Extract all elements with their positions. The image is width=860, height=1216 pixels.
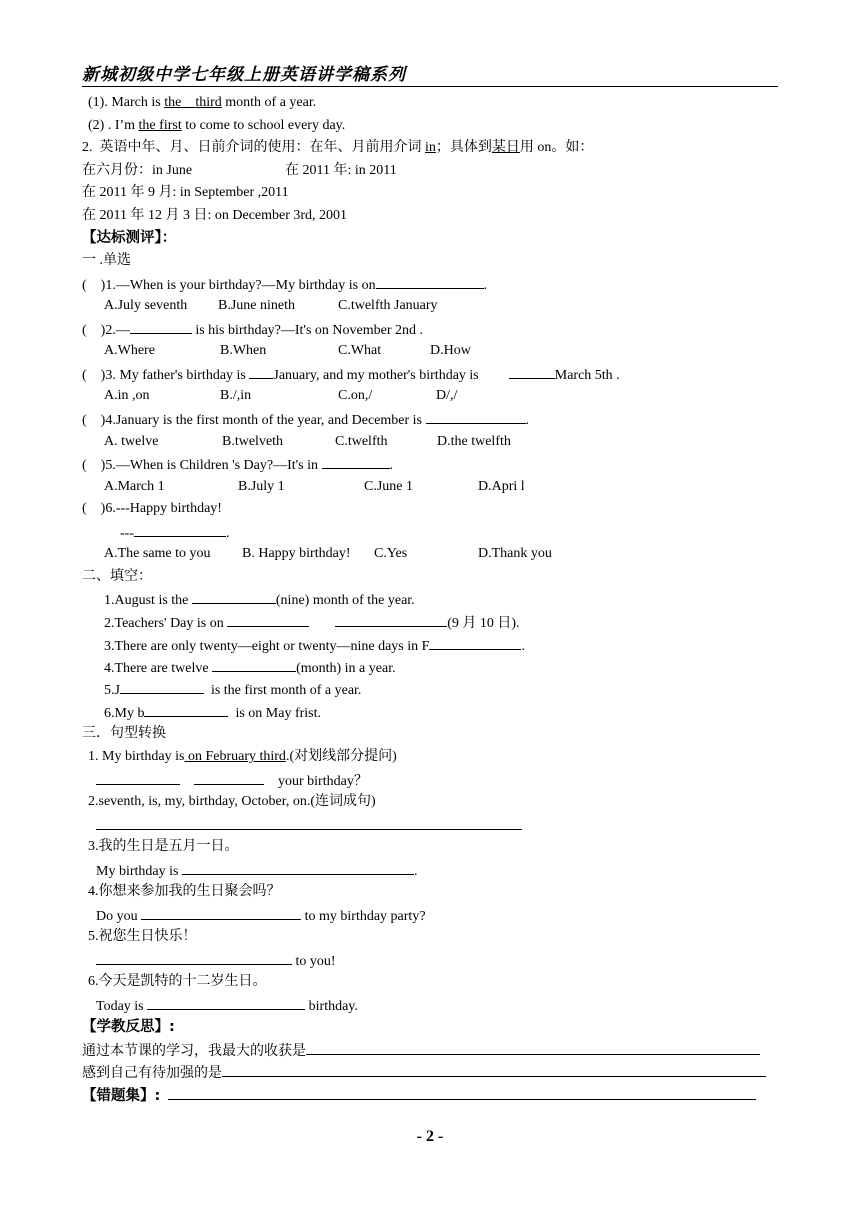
mc-q3-option-a: A.in ,on [104, 388, 150, 403]
preposition-rule: 2. 英语中年、月、日前介词的使用：在年、月前用介词 in；具体到某日用 on。如： [82, 140, 594, 155]
mc-q6-option-c: C.Yes [374, 546, 408, 561]
answer-blank[interactable] [168, 1086, 756, 1100]
mc-q5-option-c: C.June 1 [364, 479, 413, 494]
answer-blank[interactable] [134, 523, 226, 537]
answer-blank[interactable] [141, 906, 301, 920]
transform-q2-answer [96, 816, 522, 836]
mc-q5-option-a: A.March 1 [104, 479, 165, 494]
fill-q6: 6.My b is on May frist. [104, 703, 321, 723]
mc-q2-option-c: C.What [338, 343, 382, 358]
answer-blank[interactable] [130, 320, 192, 334]
mc-q5-option-d: D.Apri l [478, 479, 525, 494]
mc-q2: ( )2.— is his birthday?—It's on November 2nd . [82, 320, 423, 340]
transform-q2: 2.seventh, is, my, birthday, October, on.(连词成句) [88, 794, 376, 809]
transform-q5-chinese: 5.祝您生日快乐！ [88, 929, 197, 944]
mc-q1-option-a: A.July seventh [104, 298, 188, 313]
mc-q5: ( )5.—When is Children 's Day?—It's in . [82, 455, 393, 475]
answer-blank[interactable] [509, 365, 555, 379]
mc-q3-option-c: C.on,/ [338, 388, 373, 403]
transform-q5: to you! [96, 951, 336, 971]
transform-heading: 三．句型转换 [82, 726, 166, 741]
mc-q4: ( )4.January is the first month of the year, and December is . [82, 410, 529, 430]
mc-q1: ( )1.—When is your birthday?—My birthday is on . [82, 275, 487, 295]
answer-blank[interactable] [192, 590, 276, 604]
transform-q4: Do you to my birthday party? [96, 906, 426, 926]
fill-q3: 3.There are only twenty—eight or twenty—nine days in F . [104, 636, 525, 656]
answer-blank[interactable] [182, 861, 414, 875]
mc-q4-option-d: D.the twelfth [437, 434, 511, 449]
answer-blank[interactable] [212, 658, 296, 672]
mc-q4-option-b: B.twelveth [222, 434, 284, 449]
answer-blank[interactable] [227, 613, 309, 627]
fill-q1: 1.August is the (nine) month of the year. [104, 590, 415, 610]
mc-q6-option-a: A.The same to you [104, 546, 211, 561]
transform-q3: My birthday is . [96, 861, 417, 881]
errors-line: 【错题集】: [82, 1086, 756, 1105]
example-line-1: (1). March is the third month of a year. [88, 95, 317, 110]
answer-blank[interactable] [96, 816, 522, 830]
header-title: 新城初级中学七年级上册英语讲学稿系列 [82, 65, 406, 85]
example-september: 在 2011 年 9 月: in September ,2011 [82, 185, 289, 200]
fill-q4: 4.There are twelve (month) in a year. [104, 658, 396, 678]
page-header [82, 64, 778, 87]
answer-blank[interactable] [147, 996, 305, 1010]
transform-q4-chinese: 4.你想来参加我的生日聚会吗？ [88, 884, 281, 899]
transform-q3-chinese: 3.我的生日是五月一日。 [88, 839, 239, 854]
fill-q2: 2.Teachers' Day is on (9 月 10 日). [104, 613, 520, 633]
transform-q6: Today is birthday. [96, 996, 358, 1016]
mc-q3-option-d: D/,/ [436, 388, 458, 403]
answer-blank[interactable] [222, 1063, 766, 1077]
mc-q1-option-b: B.June nineth [218, 298, 295, 313]
mc-q3-option-b: B./,in [220, 388, 252, 403]
mc-q2-option-a: A.Where [104, 343, 155, 358]
example-2011: 在 2011 年: in 2011 [285, 163, 397, 178]
answer-blank[interactable] [249, 365, 273, 379]
mc-heading: 一 .单选 [82, 253, 131, 268]
reflection-improve: 感到自己有待加强的是 [82, 1063, 766, 1083]
answer-blank[interactable] [96, 951, 292, 965]
fill-heading: 二、填空： [82, 569, 152, 584]
reflection-gain: 通过本节课的学习，我最大的收获是 [82, 1041, 760, 1061]
example-june: 在六月份：in June [82, 163, 193, 178]
answer-blank[interactable] [306, 1041, 760, 1055]
answer-blank[interactable] [335, 613, 447, 627]
transform-q6-chinese: 6.今天是凯特的十二岁生日。 [88, 974, 267, 989]
transform-q1-answer: your birthday？ [96, 771, 368, 791]
example-line-2: (2) . I’m the first to come to school every day. [88, 118, 346, 133]
mc-q5-option-b: B.July 1 [238, 479, 285, 494]
mc-q6-option-b: B. Happy birthday! [242, 546, 351, 561]
answer-blank[interactable] [426, 410, 526, 424]
reflection-heading: 【学教反思】: [82, 1019, 175, 1035]
answer-blank[interactable] [376, 275, 484, 289]
answer-blank[interactable] [322, 455, 390, 469]
answer-blank[interactable] [120, 680, 204, 694]
answer-blank[interactable] [429, 636, 521, 650]
section-test-heading: 【达标测评】： [82, 230, 177, 246]
mc-q6: ( )6.---Happy birthday! [82, 501, 222, 516]
mc-q6-option-d: D.Thank you [478, 546, 552, 561]
answer-blank[interactable] [96, 771, 180, 785]
transform-q1: 1. My birthday is on February third.(对划线部分提问) [88, 749, 397, 764]
mc-q1-option-c: C.twelfth January [338, 298, 438, 313]
mc-q4-option-c: C.twelfth [335, 434, 388, 449]
answer-blank[interactable] [144, 703, 228, 717]
example-december: 在 2011 年 12 月 3 日: on December 3rd, 2001 [82, 208, 348, 223]
mc-q2-option-d: D.How [430, 343, 471, 358]
page-number: - 2 - [416, 1128, 444, 1145]
mc-q3: ( )3. My father's birthday is January, and my mother's birthday is March 5th . [82, 365, 620, 385]
mc-q4-option-a: A. twelve [104, 434, 159, 449]
mc-q6-reply: --- . [120, 523, 230, 543]
mc-q2-option-b: B.When [220, 343, 267, 358]
answer-blank[interactable] [194, 771, 264, 785]
fill-q5: 5.J is the first month of a year. [104, 680, 361, 700]
